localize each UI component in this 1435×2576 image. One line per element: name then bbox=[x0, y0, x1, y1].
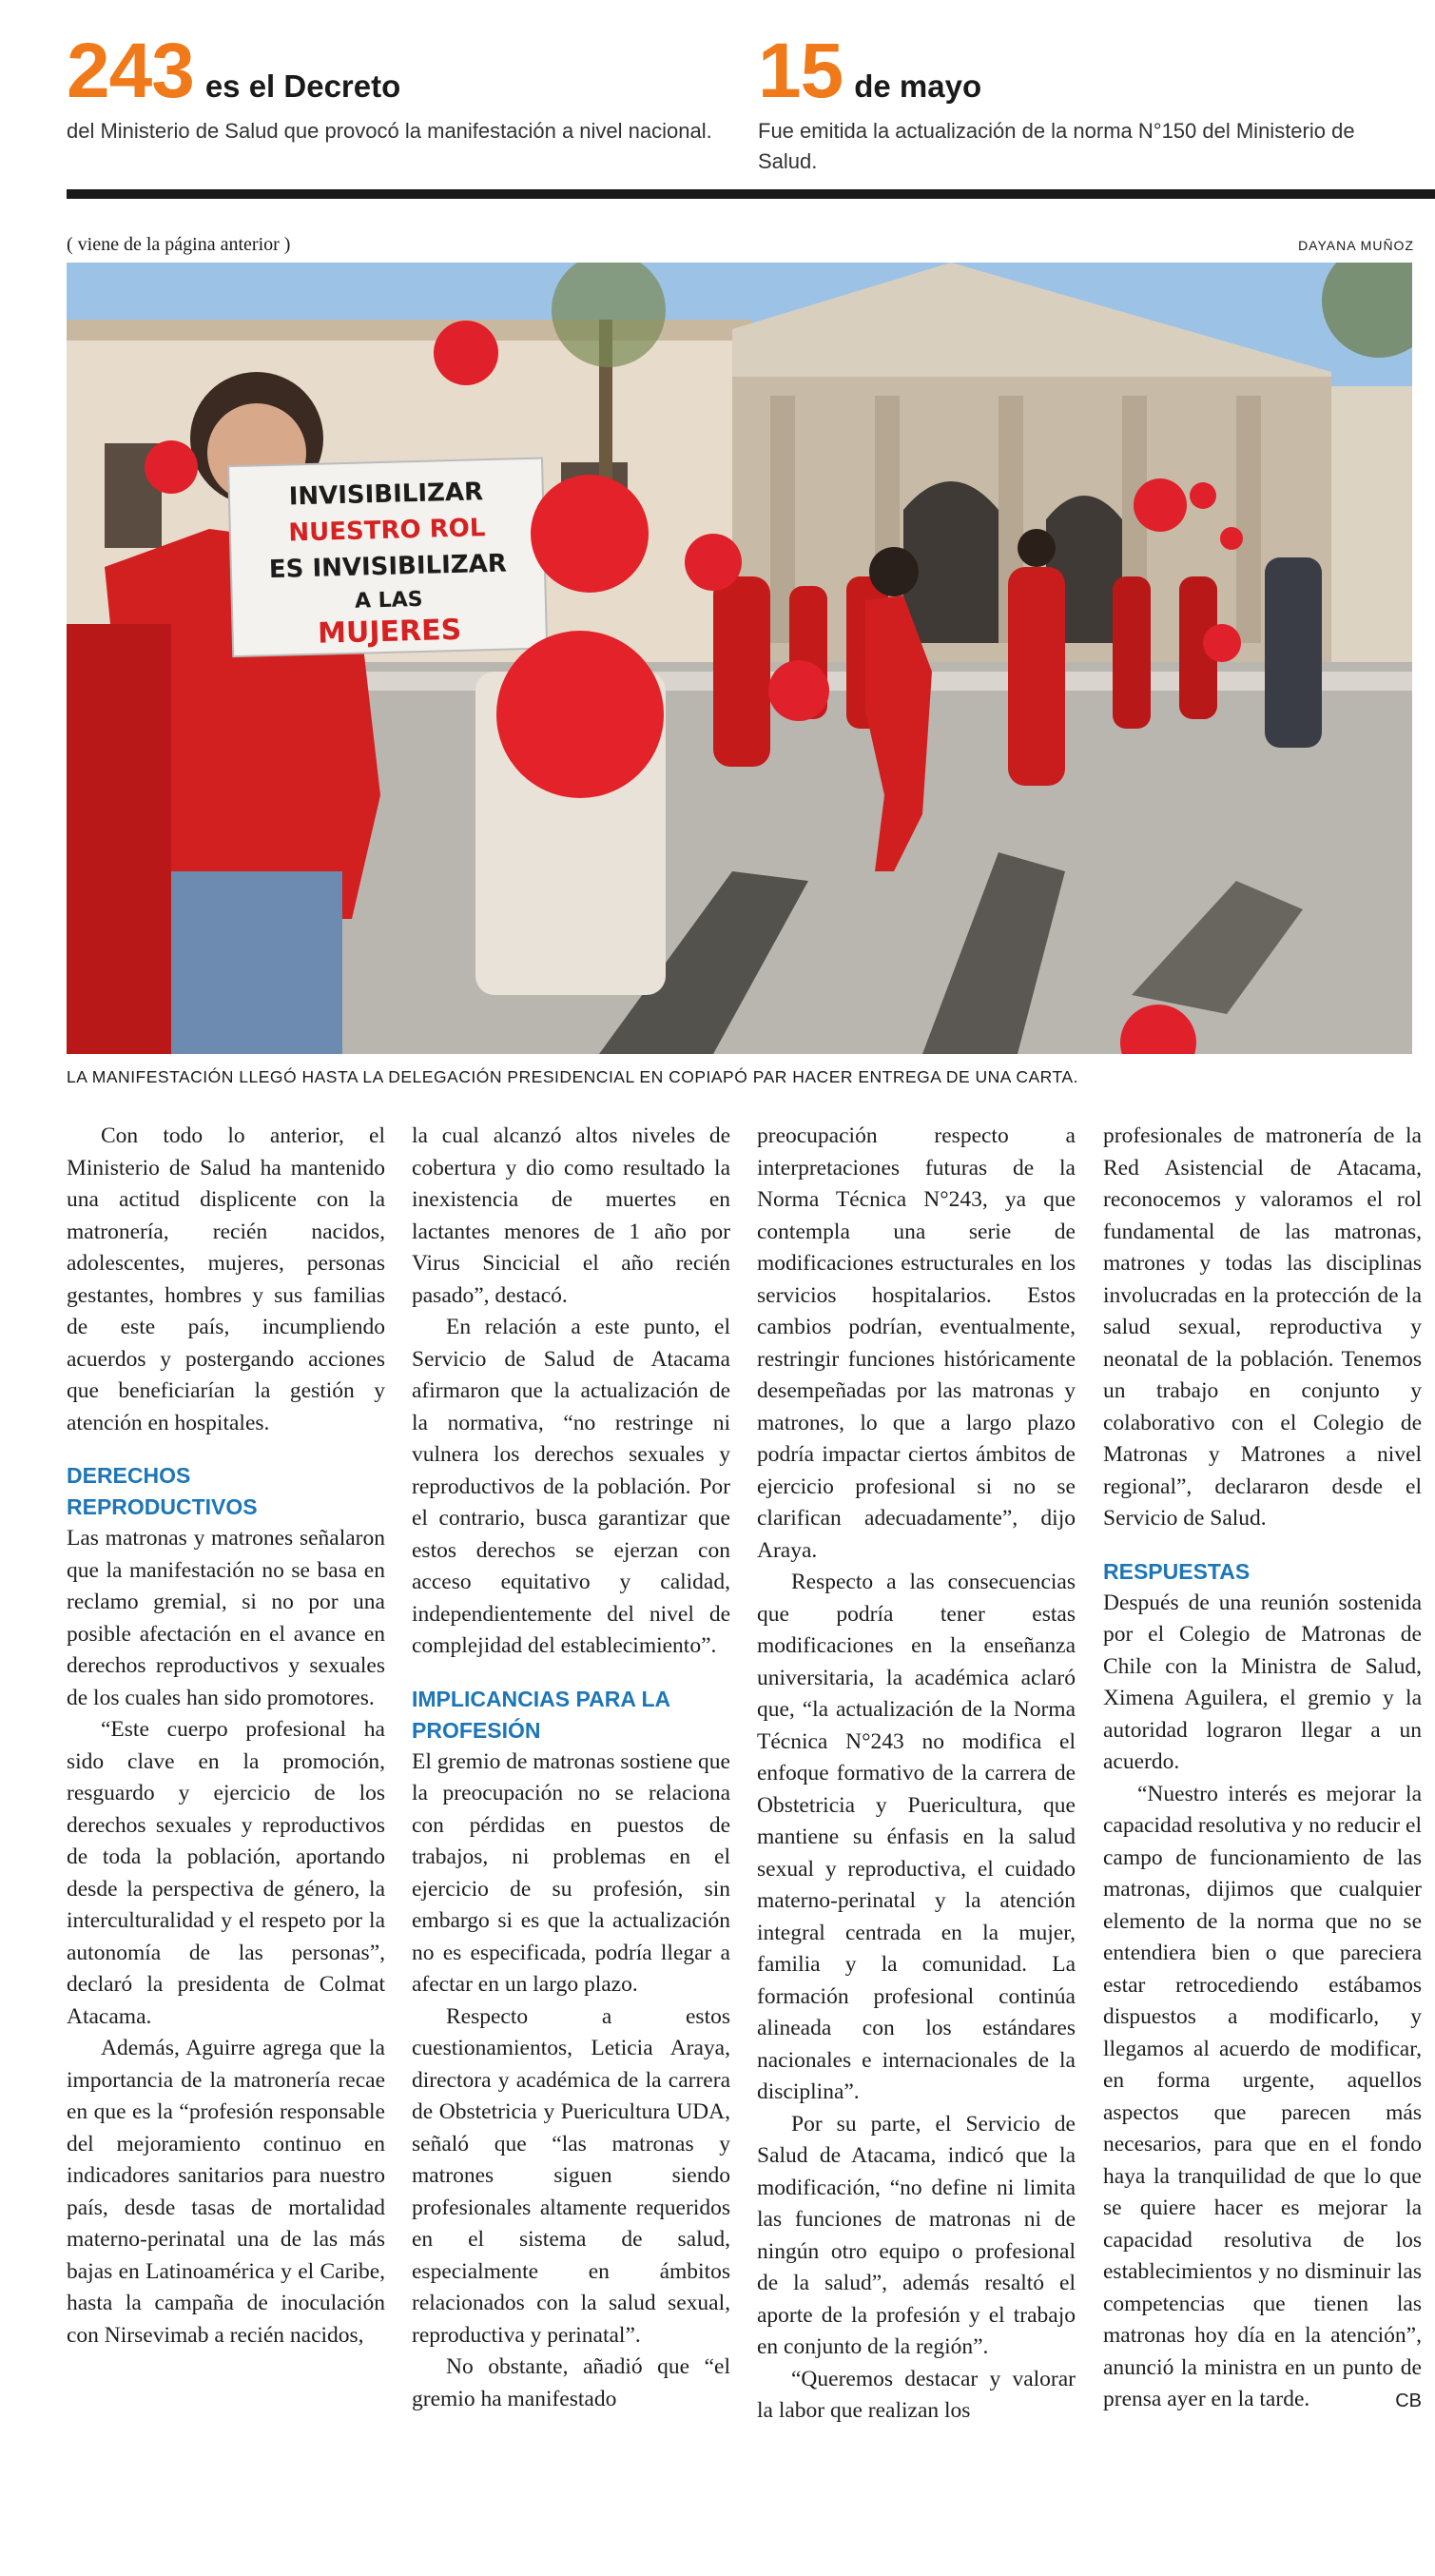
paragraph: Por su parte, el Servicio de Salud de Atacama, indicó que la modificación, “no define ni limita las funciones de matronas ni de ningún otro equipo o profesional de la salud”, además resaltó el aporte de la profesión y el trabajo en conjunto de la región”. bbox=[757, 2111, 1076, 2359]
header-rule bbox=[67, 189, 1435, 199]
svg-text:A LAS: A LAS bbox=[354, 587, 423, 614]
stat-number: 15 bbox=[758, 28, 844, 114]
paragraph: El gremio de matronas sostiene que la preocupación no se relaciona con pérdidas en puestos de trabajos, ni problemas en el ejercicio de su profesión, sin embargo si es que la actualización no es especificada, podría llegar a afectar en un largo plazo. bbox=[412, 1748, 730, 1997]
paragraph: la cual alcanzó altos niveles de cobertura y dio como resultado la inexistencia de muertes en lactantes menores de 1 año por Virus Sincicial el año recién pasado”, destacó. bbox=[412, 1123, 730, 1308]
paragraph: “Queremos destacar y valorar la labor que realizan los bbox=[757, 2366, 1076, 2423]
svg-text:NUESTRO ROL: NUESTRO ROL bbox=[288, 514, 486, 548]
svg-text:MUJERES: MUJERES bbox=[317, 613, 462, 651]
stat-label: es el Decreto bbox=[204, 68, 401, 104]
paragraph: Además, Aguirre agrega que la importancia de la matronería recae en que es la “profesión responsable del mejoramiento continuo en indicadores sanitarios para nuestro país, desde tasas de mortalidad materno-perinatal una de las más bajas en Latinoamérica y el Caribe, hasta la campaña de inoculación con Nirsevimab a recién nacidos, bbox=[67, 2036, 385, 2348]
end-mark: CB bbox=[1395, 2390, 1422, 2411]
stat-description: Fue emitida la actualización de la norma N°150 del Ministerio de Salud. bbox=[758, 119, 1355, 173]
paragraph: Respecto a estos cuestionamientos, Leticia Araya, directora y académica de la carrera de Obstetricia y Puericultura UDA, señaló que “las matronas y matrones siguen siendo profesionales altamente requeridos en el sistema de salud, especialmente en ámbitos relacionados con la salud sexual, reproductiva y perinatal”. bbox=[412, 2003, 730, 2348]
section-heading: DERECHOS REPRODUCTIVOS bbox=[67, 1463, 258, 1519]
section-heading: IMPLICANCIAS PARA LA PROFESIÓN bbox=[412, 1686, 670, 1743]
paragraph: preocupación respecto a interpretaciones futuras de la Norma Técnica N°243, ya que contempla una serie de modificaciones estructurales en los servicios hospitalarios. Estos cambios podrían, eventualmente, restringir funciones históricamente desempeñadas por las matronas y matrones, lo que a largo plazo podría impactar ciertos ámbitos de ejercicio profesional si no se clarifican adecuadamente”, dijo Araya. bbox=[757, 1123, 1076, 1563]
paragraph: No obstante, añadió que “el gremio ha manifestado bbox=[412, 2354, 730, 2411]
paragraph: En relación a este punto, el Servicio de Salud de Atacama afirmaron que la actualización de la normativa, “no restringe ni vulnera los derechos sexuales y reproductivos de la población. Por el contrario, busca garantizar que estos derechos se ejerzan con acceso equitativo y calidad, independientemente del nivel de complejidad del establecimiento”. bbox=[412, 1315, 730, 1658]
article-column-2 bbox=[412, 1121, 730, 2415]
photo-credit: DAYANA MUÑOZ bbox=[1298, 238, 1414, 253]
stat-number: 243 bbox=[67, 28, 194, 114]
paragraph: Las matronas y matrones señalaron que la manifestación no se basa en reclamo gremial, si no por una posible afectación en el avance en derechos reproductivos y sexuales de los cuales han sido promotores. bbox=[67, 1526, 385, 1710]
stat-decree bbox=[67, 28, 732, 146]
stat-description: del Ministerio de Salud que provocó la manifestación a nivel nacional. bbox=[67, 119, 712, 143]
paragraph: profesionales de matronería de la Red Asistencial de Atacama, reconocemos y valoramos el rol fundamental de las matronas, matrones y todas las disciplinas involucradas en la protección de la salud sexual, reproductiva y neonatal de la población. Tenemos un trabajo en conjunto y colaborativo con el Colegio de Matronas y Matrones a nivel regional”, declararon desde el Servicio de Salud. bbox=[1103, 1123, 1422, 1531]
paragraph: Después de una reunión sostenida por el Colegio de Matronas de Chile con la Ministra de Salud, Ximena Aguilera, el gremio y la autoridad lograron llegar a un acuerdo. bbox=[1103, 1590, 1422, 1774]
stat-date bbox=[758, 28, 1414, 177]
paragraph: “Nuestro interés es mejorar la capacidad resolutiva y no reducir el campo de funcionamiento de las matronas, dijimos que cualquier elemento de la norma que no se entendiera bien o que pareciera estar retrocediendo estábamos dispuestos a modificarlo, y llegamos al acuerdo de modificar, en forma urgente, aquellos aspectos que parecen más necesarios, para que en el fondo haya la tranquilidad de que lo que se quiere hacer es mejorar la capacidad resolutiva de los establecimientos y no disminuir las competencias que tienen las matronas hoy día en la atención”, anunció la ministra en un punto de prensa ayer en la tarde. bbox=[1103, 1781, 1422, 2411]
svg-text:ES INVISIBILIZAR: ES INVISIBILIZAR bbox=[268, 549, 508, 585]
article-column-3 bbox=[757, 1121, 1076, 2428]
paragraph: “Este cuerpo profesional ha sido clave en la promoción, resguardo y ejercicio de los derechos sexuales y reproductivos de toda la población, aportando desde la perspectiva de género, la interculturalidad y el respeto por la autonomía de las personas”, declaró la presidenta de Colmat Atacama. bbox=[67, 1717, 385, 2029]
protest-photo bbox=[67, 263, 1412, 1054]
continued-note: ( viene de la página anterior ) bbox=[67, 234, 291, 255]
svg-text:INVISIBILIZAR: INVISIBILIZAR bbox=[288, 478, 484, 512]
photo-caption: LA MANIFESTACIÓN LLEGÓ HASTA LA DELEGACIÓN PRESIDENCIAL EN COPIAPÓ PAR HACER ENTREGA DE UNA CARTA. bbox=[67, 1067, 1078, 1086]
stat-label: de mayo bbox=[854, 68, 982, 104]
article-column-4 bbox=[1103, 1121, 1422, 2417]
paragraph: Respecto a las consecuencias que podría tener estas modificaciones en la enseñanza universitaria, la académica aclaró que, “la actualización de la Norma Técnica N°243 no modifica el enfoque formativo de la carrera de Obstetricia y Puericultura, que mantiene su énfasis en la salud sexual y reproductiva, el cuidado materno-perinatal y la atención integral centrada en la mujer, familia y la comunidad. La formación profesional continúa alineada con los estándares nacionales e internacionales de la disciplina”. bbox=[757, 1570, 1076, 2104]
article-column-1 bbox=[67, 1121, 385, 2352]
paragraph: Con todo lo anterior, el Ministerio de Salud ha mantenido una actitud displicente con la matronería, recién nacidos, adolescentes, mujeres, personas gestantes, hombres y sus familias de este país, incumpliendo acuerdos y postergando acciones que beneficiarían la gestión y atención en hospitales. bbox=[67, 1123, 385, 1435]
section-heading: RESPUESTAS bbox=[1103, 1558, 1251, 1584]
